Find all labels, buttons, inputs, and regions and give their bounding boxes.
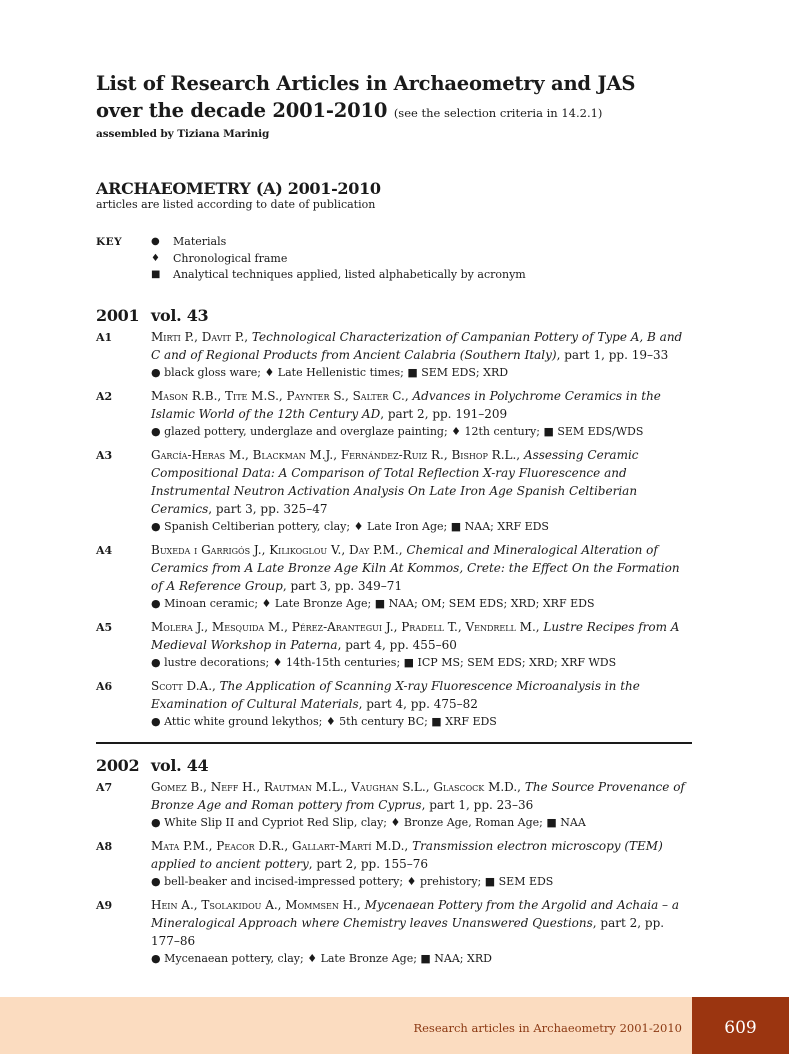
running-footer: Research articles in Archaeometry 2001-2010 xyxy=(413,1021,682,1035)
article-authors: Buxeda i Garrigós J., Kilikoglou V., Day P.M., xyxy=(151,542,403,557)
article-number: A8 xyxy=(96,839,113,853)
article-entry xyxy=(96,328,692,381)
article-publication: , part 4, pp. 455–60 xyxy=(337,637,457,652)
key-row-materials xyxy=(151,234,692,251)
article-tags: ● black gloss ware; ♦ Late Hellenistic times; ■ SEM EDS; XRD xyxy=(151,365,509,379)
article-tags: ● bell-beaker and incised-impressed pottery; ♦ prehistory; ■ SEM EDS xyxy=(151,874,554,888)
article-title: The Source Provenance of Bronze Age and Roman pottery from Cyprus xyxy=(151,779,685,812)
title-line-2 xyxy=(96,97,692,127)
page-content xyxy=(96,70,692,967)
article-publication: , part 2, pp. 155–76 xyxy=(308,856,429,871)
year-heading-2001 xyxy=(96,306,692,326)
article-entry xyxy=(96,896,692,967)
article-authors: Mirti P., Davit P., xyxy=(151,329,249,344)
article-number: A9 xyxy=(96,898,113,912)
article-entry xyxy=(96,446,692,535)
volume-label: vol. 43 xyxy=(151,305,209,325)
circle-bullet-icon: ● xyxy=(151,236,160,247)
article-authors: García-Heras M., Blackman M.J., Fernández-Ruiz R., Bishop R.L., xyxy=(151,447,521,462)
article-number: A5 xyxy=(96,620,113,634)
article-authors: Hein A., Tsolakidou A., Mommsen H., xyxy=(151,897,361,912)
article-title: Transmission electron microscopy (TEM) applied to ancient pottery xyxy=(151,838,663,871)
article-authors: Mata P.M., Peacor D.R., Gallart-Martí M.D., xyxy=(151,838,409,853)
article-title: Advances in Polychrome Ceramics in the Islamic World of the 12th Century AD xyxy=(151,388,661,421)
article-publication: , part 2, pp. 177–86 xyxy=(151,915,665,948)
article-title: Mycenaean Pottery from the Argolid and Achaia – a Mineralogical Approach where Chemistry leaves Unanswered Questions xyxy=(151,897,680,930)
article-tags: ● Attic white ground lekythos; ♦ 5th century BC; ■ XRF EDS xyxy=(151,714,497,728)
article-entry xyxy=(96,837,692,890)
article-publication: , part 2, pp. 191–209 xyxy=(380,406,508,421)
article-authors: Mason R.B., Tite M.S., Paynter S., Salter C., xyxy=(151,388,409,403)
article-publication: , part 1, pp. 23–36 xyxy=(421,797,534,812)
diamond-bullet-icon: ♦ xyxy=(151,252,160,264)
key-text: Chronological frame xyxy=(173,251,288,265)
page-number: 609 xyxy=(692,997,789,1054)
article-tags: ● Spanish Celtiberian pottery, clay; ♦ Late Iron Age; ■ NAA; XRF EDS xyxy=(151,519,549,533)
article-tags: ● Mycenaean pottery, clay; ♦ Late Bronze Age; ■ NAA; XRD xyxy=(151,951,492,965)
article-entry xyxy=(96,541,692,612)
article-number: A3 xyxy=(96,448,113,462)
section-title: ARCHAEOMETRY (A) 2001-2010 xyxy=(96,179,381,198)
article-tags: ● glazed pottery, underglaze and overglaze painting; ♦ 12th century; ■ SEM EDS/WDS xyxy=(151,424,644,438)
article-tags: ● lustre decorations; ♦ 14th-15th centuries; ■ ICP MS; SEM EDS; XRD; XRF WDS xyxy=(151,655,617,669)
article-number: A6 xyxy=(96,679,113,693)
article-publication: , part 3, pp. 325–47 xyxy=(208,501,328,516)
year-label: 2001 xyxy=(96,305,140,325)
article-publication: , part 4, pp. 475–82 xyxy=(358,696,478,711)
article-number: A7 xyxy=(96,780,113,794)
key-text: Analytical techniques applied, listed alphabetically by acronym xyxy=(173,268,526,281)
year-heading-2002 xyxy=(96,756,692,776)
selection-note: (see the selection criteria in 14.2.1) xyxy=(393,106,603,120)
article-entry xyxy=(96,778,692,831)
article-entry xyxy=(96,387,692,440)
article-tags: ● White Slip II and Cypriot Red Slip, clay; ♦ Bronze Age, Roman Age; ■ NAA xyxy=(151,815,586,829)
article-authors: Molera J., Mesquida M., Pérez-Arantegui J., Pradell T., Vendrell M., xyxy=(151,619,540,634)
key-legend xyxy=(96,234,692,284)
article-entry xyxy=(96,677,692,730)
article-publication: , part 1, pp. 19–33 xyxy=(556,347,669,362)
key-row-chronology xyxy=(151,251,692,268)
article-number: A2 xyxy=(96,389,113,403)
article-entry xyxy=(96,618,692,671)
assembled-by: assembled by Tiziana Marinig xyxy=(96,128,270,140)
article-title: Assessing Ceramic Compositional Data: A Comparison of Total Reflection X-ray Fluorescence and Instrumental Neutron Activation Analysis On Late Iron Age Spanish Celtiberian Ceramics xyxy=(151,447,639,516)
year-label: 2002 xyxy=(96,755,140,775)
title-line-1: List of Research Articles in Archaeometry and JAS xyxy=(96,72,636,95)
title-line-2-text: over the decade 2001-2010 xyxy=(96,99,388,122)
article-authors: Scott D.A., xyxy=(151,678,216,693)
article-number: A4 xyxy=(96,543,113,557)
article-title: Lustre Recipes from A Medieval Workshop in Paterna xyxy=(151,619,680,652)
section-divider xyxy=(96,742,692,744)
article-publication: , part 3, pp. 349–71 xyxy=(282,578,403,593)
key-label: KEY xyxy=(96,236,123,248)
key-row-techniques xyxy=(151,267,692,284)
article-authors: Gomez B., Neff H., Rautman M.L., Vaughan S.L., Glascock M.D., xyxy=(151,779,521,794)
section-subtitle: articles are listed according to date of publication xyxy=(96,198,376,211)
article-number: A1 xyxy=(96,330,113,344)
article-title: The Application of Scanning X-ray Fluorescence Microanalysis in the Examination of Cultural Materials xyxy=(151,678,640,711)
volume-label: vol. 44 xyxy=(151,755,209,775)
square-bullet-icon: ■ xyxy=(151,269,161,280)
page-footer xyxy=(0,997,789,1054)
article-title: Chemical and Mineralogical Alteration of Ceramics from A Late Bronze Age Kiln At Kommos, Crete: the Effect On the Formation of A Reference Group xyxy=(151,542,680,593)
article-title: Technological Characterization of Campanian Pottery of Type A, B and C and of Regional Products from Ancient Calabria (Southern Italy) xyxy=(151,329,683,362)
key-text: Materials xyxy=(173,235,227,248)
article-tags: ● Minoan ceramic; ♦ Late Bronze Age; ■ NAA; OM; SEM EDS; XRD; XRF EDS xyxy=(151,596,595,610)
page-title xyxy=(96,70,692,127)
